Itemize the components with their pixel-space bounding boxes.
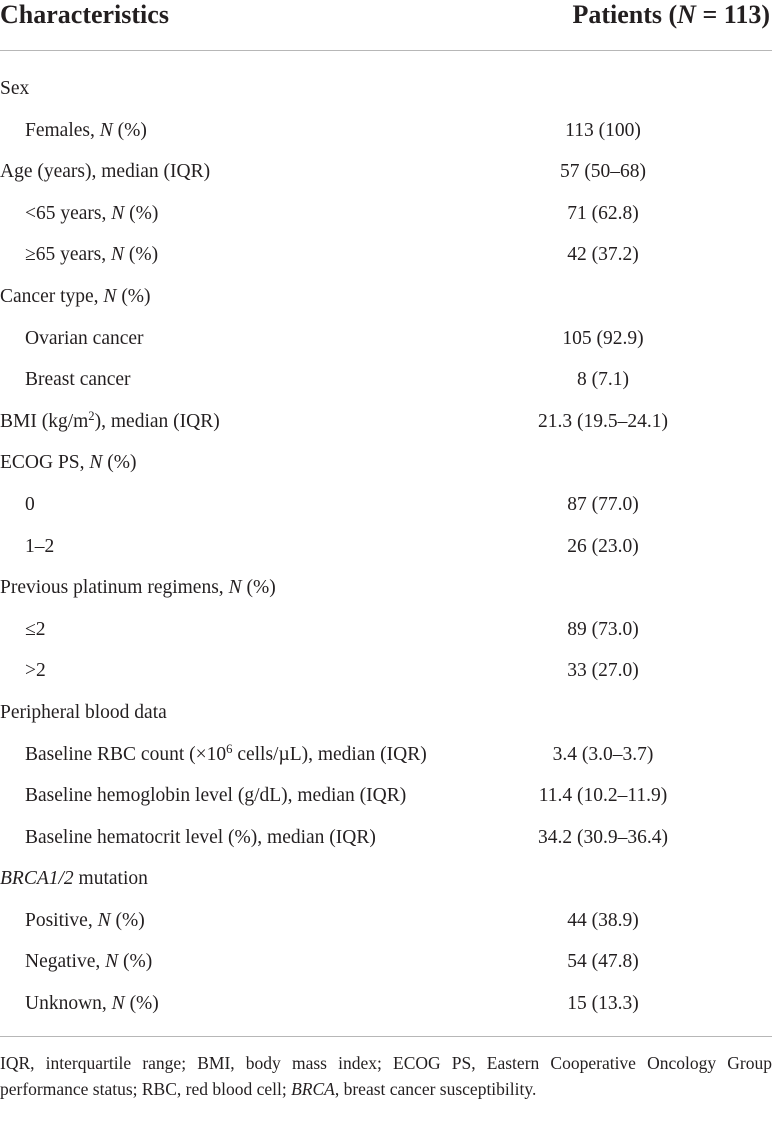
row-label: Unknown, N (%) <box>25 993 159 1015</box>
row-value: 8 (7.1) <box>577 369 629 391</box>
table-row-age-ge65 <box>0 234 772 276</box>
table-row-hematocrit <box>0 817 772 859</box>
row-value: 105 (92.9) <box>562 327 644 349</box>
table-row-brca-negative <box>0 941 772 983</box>
row-value: 113 (100) <box>565 119 641 141</box>
row-value: 57 (50–68) <box>559 161 647 183</box>
row-label: Sex <box>0 78 30 99</box>
row-label: >2 <box>25 660 46 682</box>
table-header <box>0 0 772 51</box>
row-label: Baseline hematocrit level (%), median (IQR) <box>25 826 376 848</box>
table-row-ecog-1-2 <box>0 526 772 568</box>
row-label: Cancer type, N (%) <box>0 285 151 307</box>
row-value: 26 (23.0) <box>567 535 639 557</box>
table-row-blood <box>0 692 772 734</box>
row-value: 71 (62.8) <box>567 202 639 224</box>
row-label: Peripheral blood data <box>0 701 167 723</box>
row-label: Negative, N (%) <box>25 951 153 973</box>
table-row-brca <box>0 858 772 900</box>
row-label: Females, N (%) <box>25 119 147 141</box>
table-row-platinum <box>0 567 772 609</box>
row-label: Ovarian cancer <box>25 327 144 349</box>
table-row-age <box>0 151 772 193</box>
row-label: BRCA1/2 mutation <box>0 868 148 890</box>
row-value: 54 (47.8) <box>567 951 639 973</box>
header-patients: Patients (N = 113) <box>572 0 770 29</box>
row-value: 11.4 (10.2–11.9) <box>538 785 668 807</box>
table-row-sex <box>0 68 772 110</box>
table-row-rbc <box>0 734 772 776</box>
table-row-ovarian <box>0 318 772 360</box>
row-value: 33 (27.0) <box>567 660 639 682</box>
table-row-cancer-type <box>0 276 772 318</box>
row-label: Breast cancer <box>25 369 131 391</box>
table-row-brca-unknown <box>0 983 772 1025</box>
row-label: Positive, N (%) <box>25 909 145 931</box>
table-row-females <box>0 110 772 152</box>
table-row-breast <box>0 359 772 401</box>
row-value: 21.3 (19.5–24.1) <box>538 410 668 432</box>
table-row-platinum-le2 <box>0 609 772 651</box>
row-value: 44 (38.9) <box>567 909 639 931</box>
row-value: 87 (77.0) <box>567 493 639 515</box>
row-label: Baseline hemoglobin level (g/dL), median (IQR) <box>25 785 407 807</box>
row-label: Age (years), median (IQR) <box>0 161 211 183</box>
row-label: Baseline RBC count ($\times 10^6$ cells/µL), median (IQR) <box>25 741 427 765</box>
row-label: ECOG PS, N (%) <box>0 452 137 474</box>
row-value: 89 (73.0) <box>567 618 639 640</box>
row-label: 1–2 <box>25 535 55 557</box>
row-value: 3.4 (3.0–3.7) <box>552 743 654 765</box>
row-label: BMI $(kg/m^2)$, median (IQR) <box>0 408 220 432</box>
row-value: 34.2 (30.9–36.4) <box>538 826 668 848</box>
table-body <box>0 51 772 1025</box>
table-row-ecog-0 <box>0 484 772 526</box>
row-label: ≥65 years, N (%) <box>25 244 159 266</box>
row-value: 15 (13.3) <box>567 993 639 1015</box>
table-row-age-lt65 <box>0 193 772 235</box>
table-row-brca-positive <box>0 900 772 942</box>
row-label: <65 years, N (%) <box>25 202 159 224</box>
row-value: 42 (37.2) <box>567 244 639 266</box>
row-label: 0 <box>25 493 35 515</box>
table-footnote: IQR, interquartile range; BMI, body mass index; ECOG PS, Eastern Cooperative Oncology Group performance status; RBC, red blood cell; BRCA, breast cancer susceptibility. <box>0 1052 772 1099</box>
table-row-hemoglobin <box>0 775 772 817</box>
table-row-platinum-gt2 <box>0 650 772 692</box>
row-label: ≤2 <box>25 618 46 640</box>
table-row-bmi <box>0 401 772 443</box>
header-characteristics: Characteristics <box>0 0 169 29</box>
row-label: Previous platinum regimens, N (%) <box>0 577 276 599</box>
table-row-ecog <box>0 442 772 484</box>
